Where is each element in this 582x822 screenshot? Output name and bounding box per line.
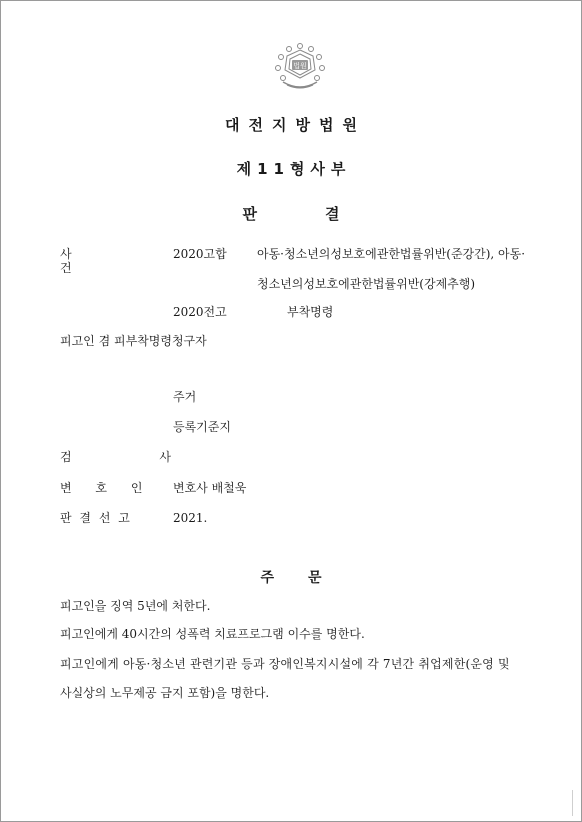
counsel-label: 변 호 인 bbox=[60, 481, 153, 495]
registry-label: 등록기준지 bbox=[173, 420, 231, 434]
case-number-1: 2020고합 bbox=[173, 247, 227, 261]
verdict-date-label: 판 결 선 고 bbox=[60, 511, 132, 525]
page-edge-mark bbox=[572, 790, 573, 816]
verdict-date-value: 2021. bbox=[173, 511, 208, 525]
ruling-title-char-1: 주 bbox=[260, 570, 274, 586]
court-name: 대전지방법원 bbox=[225, 116, 366, 134]
case-label-text: 사 건 bbox=[60, 247, 106, 275]
case-number-2: 2020전고 bbox=[173, 305, 227, 319]
case-label bbox=[60, 247, 126, 275]
ruling-line-1: 피고인을 징역 5년에 처한다. bbox=[60, 599, 211, 613]
ruling-line-4: 사실상의 노무제공 금지 포함)을 명한다. bbox=[60, 686, 270, 700]
prosecutor-label: 검 사 bbox=[60, 450, 213, 464]
ruling-line-2: 피고인에게 40시간의 성폭력 치료프로그램 이수를 명한다. bbox=[60, 627, 365, 641]
document-title bbox=[0, 203, 582, 224]
ruling-title-char-2: 문 bbox=[308, 570, 322, 586]
ruling-line-3: 피고인에게 아동·청소년 관련기관 등과 장애인복지시설에 각 7년간 취업제한(운영 및 bbox=[60, 657, 510, 671]
counsel-value: 변호사 배철욱 bbox=[173, 481, 247, 495]
document-title-char-1: 판 bbox=[242, 205, 257, 223]
address-label: 주거 bbox=[173, 390, 197, 404]
charges-line-1: 아동·청소년의성보호에관한법률위반(준강간), 아동· bbox=[257, 247, 526, 261]
case-name-2: 부착명령 bbox=[287, 305, 334, 319]
charges-line-2: 청소년의성보호에관한법률위반(강제추행) bbox=[257, 277, 476, 291]
division-name: 제11형사부 bbox=[236, 160, 352, 178]
seal-text: 법원 bbox=[293, 62, 307, 70]
document-title-char-2: 결 bbox=[325, 205, 340, 223]
defendant-label: 피고인 겸 피부착명령청구자 bbox=[60, 334, 207, 348]
ruling-title bbox=[0, 567, 582, 587]
court-seal-icon bbox=[269, 36, 331, 92]
